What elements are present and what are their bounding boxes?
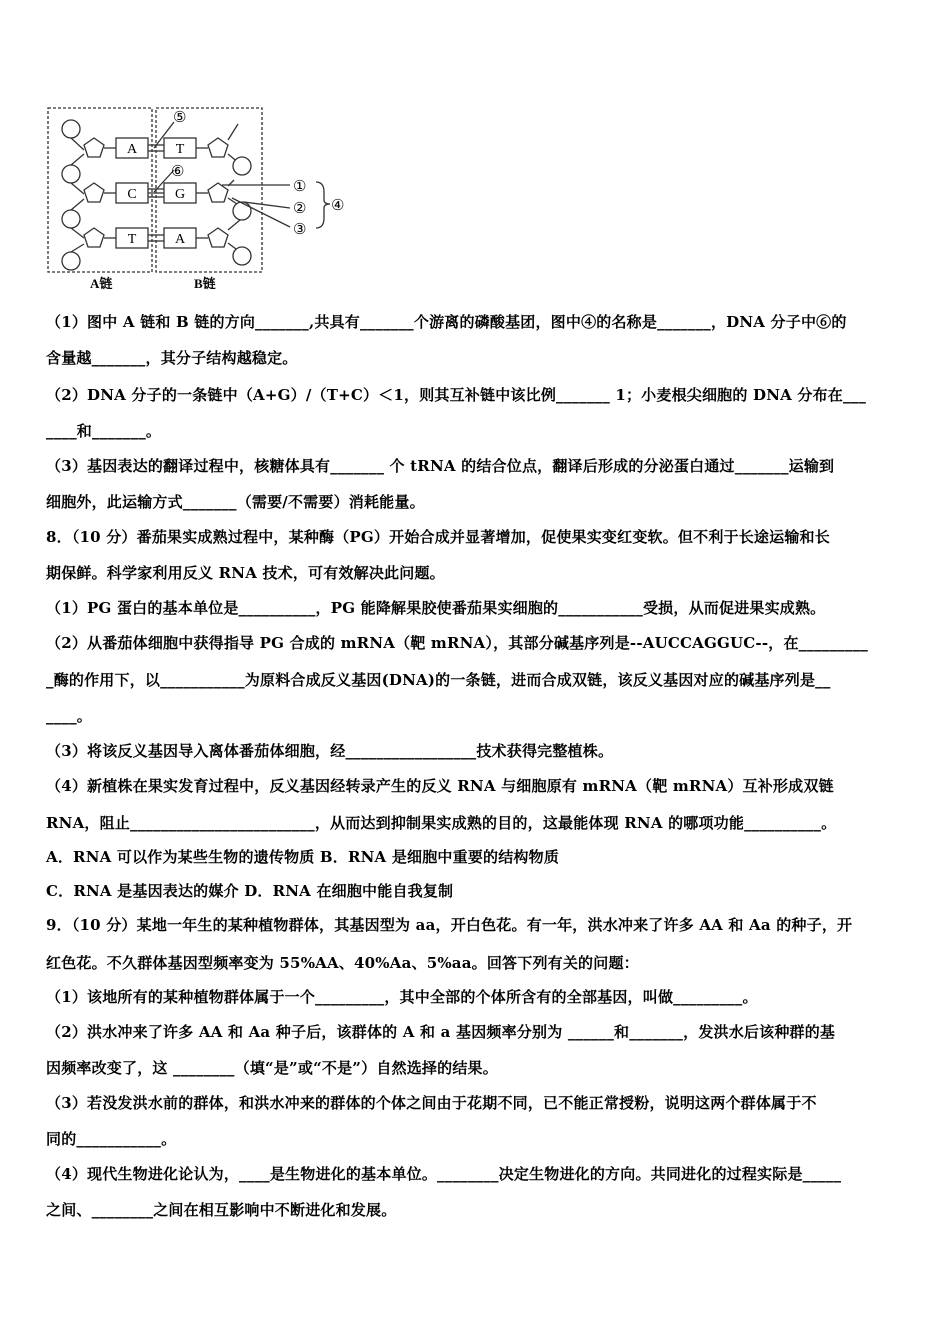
- q7-part1-line2: 含量越_______，其分子结构越稳定。: [46, 349, 298, 367]
- q9-part4-line2: 之间、________之间在相互影响中不断进化和发展。: [46, 1201, 397, 1219]
- base-a2-label: C: [127, 187, 137, 202]
- marker-5: ⑤: [173, 110, 187, 126]
- phosphate-a1: [62, 120, 80, 138]
- phosphate-a3: [62, 210, 80, 228]
- chain-b-label: B链: [194, 276, 216, 291]
- q8-part2-line2: _酶的作用下，以___________为原料合成反义基因(DNA)的一条链，进而合成双链，该反义基因对应的碱基序列是__: [46, 671, 831, 689]
- q9-stem-line1: 9．（10 分）某地一年生的某种植物群体，其基因型为 aa，开白色花。有一年，洪水冲来了许多 AA 和 Aa 的种子，开: [46, 916, 853, 934]
- q7-part3-line2: 细胞外，此运输方式_______（需要/不需要）消耗能量。: [46, 493, 425, 511]
- q9-part2-line2: 因频率改变了，这 ________（填“是”或“不是”）自然选择的结果。: [46, 1059, 498, 1077]
- phosphate-a4: [62, 252, 80, 270]
- q9-part3-line2: 同的___________。: [46, 1130, 177, 1148]
- q8-stem-line1: 8．（10 分）番茄果实成熟过程中，某种酶（PG）开始合成并显著增加，促使果实变红变软。但不利于长途运输和长: [46, 528, 830, 546]
- phosphate-b1: [233, 157, 251, 175]
- chain-a-label: A链: [90, 276, 113, 291]
- sugar-b3: [208, 228, 228, 247]
- phosphate-b3: [233, 247, 251, 265]
- dna-diagram-svg: [44, 104, 374, 296]
- q8-part1: （1）PG 蛋白的基本单位是__________，PG 能降解果胶使番茄果实细胞的___________受损，从而促进果实成熟。: [46, 599, 826, 617]
- q7-part3-line1: （3）基因表达的翻译过程中，核糖体具有_______ 个 tRNA 的结合位点，翻译后形成的分泌蛋白通过_______运输到: [46, 457, 835, 475]
- q8-part2-line1: （2）从番茄体细胞中获得指导 PG 合成的 mRNA（靶 mRNA），其部分碱基序列是--AUCCAGGUC--，在_________: [46, 634, 868, 652]
- q8-part4-line1: （4）新植株在果实发育过程中，反义基因经转录产生的反义 RNA 与细胞原有 mRNA（靶 mRNA）互补形成双链: [46, 777, 834, 795]
- marker-4: ④: [331, 198, 345, 214]
- q9-stem-line2: 红色花。不久群体基因型频率变为 55%AA、40%Aa、5%aa。回答下列有关的问题：: [46, 954, 639, 972]
- sugar-a2: [84, 183, 104, 202]
- base-a1-label: A: [126, 142, 138, 157]
- sugar-a1: [84, 138, 104, 157]
- q7-part1-line1: （1）图中 A 链和 B 链的方向_______,共具有_______个游离的磷酸基团，图中④的名称是_______，DNA 分子中⑥的: [46, 313, 847, 331]
- q9-part4-line1: （4）现代生物进化论认为，____是生物进化的基本单位。________决定生物进化的方向。共同进化的过程实际是_____: [46, 1165, 842, 1183]
- marker-3: ③: [293, 222, 307, 238]
- sugar-a3: [84, 228, 104, 247]
- marker-6: ⑥: [171, 164, 185, 180]
- q8-part3: （3）将该反义基因导入离体番茄体细胞，经_________________技术获得完整植株。: [46, 742, 614, 760]
- marker-1: ①: [293, 179, 307, 195]
- q9-part3-line1: （3）若没发洪水前的群体，和洪水冲来的群体的个体之间由于花期不同，已不能正常授粉，说明这两个群体属于不: [46, 1094, 817, 1112]
- q8-stem-line2: 期保鲜。科学家利用反义 RNA 技术，可有效解决此问题。: [46, 564, 445, 582]
- dna-structure-diagram: [44, 104, 374, 296]
- marker-2: ②: [293, 201, 307, 217]
- q9-part2-line1: （2）洪水冲来了许多 AA 和 Aa 种子后，该群体的 A 和 a 基因频率分别为 ______和_______，发洪水后该种群的基: [46, 1023, 836, 1041]
- q8-options-cd: C．RNA 是基因表达的媒介 D．RNA 在细胞中能自我复制: [46, 882, 454, 900]
- q9-part1: （1）该地所有的某种植物群体属于一个_________，其中全部的个体所含有的全部基因，叫做_________。: [46, 988, 758, 1006]
- q8-options-ab: A．RNA 可以作为某些生物的遗传物质 B．RNA 是细胞中重要的结构物质: [46, 848, 560, 866]
- sugar-b2: [208, 183, 228, 202]
- q7-part2-line2: ____和_______。: [46, 422, 162, 440]
- base-b3-label: A: [174, 232, 186, 247]
- phosphate-b2: [233, 202, 251, 220]
- base-b2-label: G: [174, 187, 186, 202]
- sugar-b1: [208, 138, 228, 157]
- q8-part4-line2: RNA，阻止________________________，从而达到抑制果实成熟的目的，这最能体现 RNA 的哪项功能__________。: [46, 814, 837, 832]
- phosphate-a2: [62, 165, 80, 183]
- base-a3-label: T: [127, 232, 137, 247]
- base-b1-label: T: [175, 142, 185, 157]
- q8-part2-line3: ____。: [46, 707, 93, 725]
- q7-part2-line1: （2）DNA 分子的一条链中（A+G）/（T+C）＜1，则其互补链中该比例_______ 1；小麦根尖细胞的 DNA 分布在___: [46, 386, 867, 404]
